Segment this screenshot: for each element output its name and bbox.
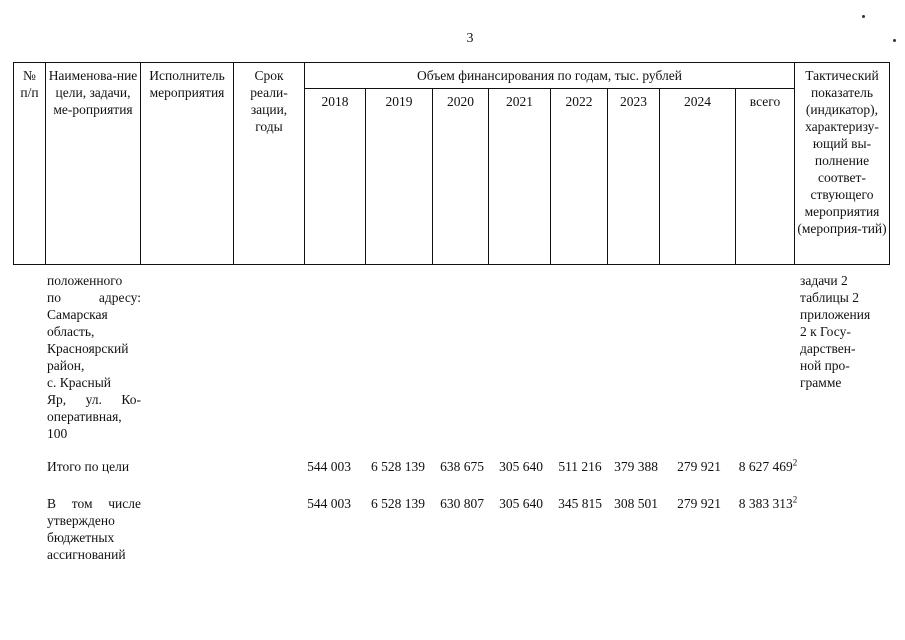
name-line: область, [47, 324, 95, 339]
name-line: Самарская [47, 307, 108, 322]
name-line: с. Красный [47, 375, 111, 390]
row-total-value: 279 921 [677, 459, 721, 474]
indicator-line: грамме [800, 375, 842, 390]
row-approved-label [47, 495, 141, 563]
footnote-mark: 2 [792, 457, 798, 468]
name-line: положенного [47, 273, 123, 288]
row-total-sum [730, 458, 806, 475]
scan-speck [893, 39, 896, 42]
row-total-value: 379 388 [614, 459, 658, 474]
row-approved-sum [730, 495, 806, 512]
label-line: бюджетных [47, 530, 115, 545]
row-total-value: 544 003 [307, 459, 351, 474]
header-year: 2023 [608, 89, 660, 265]
row-approved-sum-value: 8 383 313 [738, 496, 793, 511]
indicator-line: дарствен- [800, 341, 856, 356]
row-total-value: 511 216 [558, 459, 602, 474]
name-line: 100 [47, 426, 68, 441]
indicator-line: задачи 2 [800, 273, 848, 288]
name-line: район, [47, 358, 85, 373]
row-approved-value: 544 003 [307, 496, 351, 511]
row-total-sum-value: 8 627 469 [738, 459, 793, 474]
scan-speck [862, 15, 865, 18]
row-approved-value: 6 528 139 [371, 496, 425, 511]
header-indicator: Тактический показатель (индикатор), характеризу-ющий вы-полнение соответ-ствующего мероприятия (мероприя-тий) [795, 63, 890, 265]
row-approved-value: 630 807 [440, 496, 484, 511]
footnote-mark: 2 [792, 494, 798, 505]
row-approved-value: 308 501 [614, 496, 658, 511]
name-line: Яр, ул. Ко- [47, 392, 141, 407]
label-line: утверждено [47, 513, 115, 528]
header-year: 2020 [433, 89, 489, 265]
row-approved-value: 305 640 [499, 496, 543, 511]
header-year: 2018 [305, 89, 366, 265]
row-approved-value: 345 815 [558, 496, 602, 511]
indicator-line: таблицы 2 [800, 290, 859, 305]
header-year: 2024 [660, 89, 736, 265]
continuation-indicator [800, 272, 890, 391]
header-year: 2021 [489, 89, 551, 265]
label-line: В том числе [47, 496, 141, 511]
header-financing: Объем финансирования по годам, тыс. рублей [305, 63, 795, 89]
header-executor: Исполнитель мероприятия [141, 63, 234, 265]
continuation-name [47, 272, 141, 442]
indicator-line: 2 к Госу- [800, 324, 851, 339]
name-line: оперативная, [47, 409, 122, 424]
header-table [13, 62, 890, 265]
header-name: Наименова-ние цели, задачи, ме-роприятия [46, 63, 141, 265]
header-year: 2022 [551, 89, 608, 265]
header-total: всего [736, 89, 795, 265]
header-num: № п/п [14, 63, 46, 265]
name-line: по адресу: [47, 290, 141, 305]
page-number: 3 [466, 31, 474, 46]
row-approved-value: 279 921 [677, 496, 721, 511]
header-year: 2019 [366, 89, 433, 265]
row-total-label: Итого по цели [47, 459, 130, 474]
row-total-value: 305 640 [499, 459, 543, 474]
label-line: ассигнований [47, 547, 126, 562]
row-total-value: 638 675 [440, 459, 484, 474]
name-line: Красноярский [47, 341, 129, 356]
header-term: Срок реали-зации, годы [234, 63, 305, 265]
row-total-value: 6 528 139 [371, 459, 425, 474]
indicator-line: ной про- [800, 358, 850, 373]
indicator-line: приложения [800, 307, 871, 322]
